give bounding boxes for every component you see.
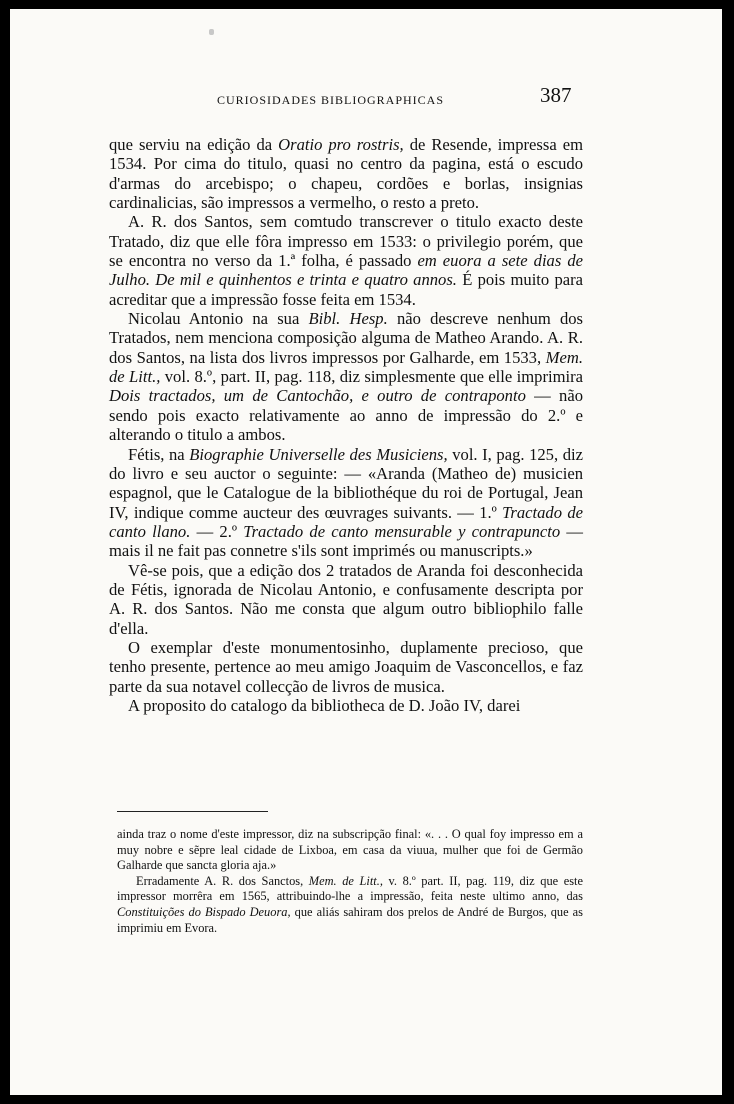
paragraph-5: Vê-se pois, que a edição dos 2 tratados de Aranda foi desconhecida de Fétis, ignorada de Nicolau Antonio, e confusamente descripta por A. R. dos Santos. Não me consta que algum outro bibliophilo falle d'ella. [109, 560, 583, 638]
paragraph-3-italic-b: Mem. de Litt., [109, 347, 583, 387]
paragraph-3-italic-c: Dois tractados, um de Cantochão, e outro de contraponto [109, 386, 526, 406]
paragraph-1-text-b: de Resende, impressa em 1534. Por cima do titulo, quasi no centro da pagina, está o escudo d'armas do arcebispo; o chapeu, cordões e borlas, insignias cardinalicias, são impressos a vermelho, o resto a preto. [109, 135, 583, 213]
footnote-1: ainda traz o nome d'este impressor, diz na subscripção final: «. . . O qual foy impresso em a muy nobre e sẽpre leal cidade de Lixboa, em casa da viuua, mulher que foi de Germão Galharde que sancta gloria aja.» [117, 827, 583, 873]
paragraph-1-text-a: que serviu na edição da [109, 135, 279, 154]
footnote-2-text-b: v. 8.º part. II, pag. 119, diz que este impressor morrêra em 1565, attribuindo-lhe a impressão, feita neste ultimo anno, das [117, 873, 583, 904]
paragraph-4-text-a: Fétis, na [128, 444, 190, 464]
paragraph-7: A proposito do catalogo da bibliotheca de D. João IV, darei [128, 695, 521, 715]
paragraph-4-text-d: — mais il ne fait pas connetre s'ils sont imprimés ou manuscripts.» [109, 521, 583, 561]
paragraph-3-text-d: — não sendo pois exacto relativamente ao anno de impressão do 2.º e alterando o titulo a ambos. [109, 386, 583, 445]
footnote-rule [117, 811, 268, 812]
paragraph-4-text-b: vol. I, pag. 125, diz do livro e seu auctor o seguinte: — «Aranda (Matheo de) musicien espagnol, que le Catalogue de la bibliothéque du roi de Portugal, Jean IV, indique comme aucteur des œuvrages suivants. — 1.º [109, 444, 583, 522]
paragraph-2 [109, 212, 583, 309]
paragraph-4-text-c: — 2.º [190, 521, 244, 541]
paragraph-3-italic-a: Bibl. Hesp. [308, 309, 388, 329]
paragraph-4-italic-a: Biographie Universelle des Musiciens, [189, 444, 448, 464]
running-title: CURIOSIDADES BIBLIOGRAPHICAS [217, 93, 445, 107]
paragraph-3-text-b: não descreve nenhum dos Tratados, nem menciona composição alguma de Matheo Arando. A. R. dos Santos, na lista dos livros impressos por Galharde, em 1533, [109, 309, 583, 367]
paragraph-2-text-b: É pois muito para acreditar que a impressão fosse feita em 1534. [109, 270, 584, 309]
footnote-2 [117, 874, 583, 936]
footnote-2-text-c: que aliás sahiram dos prelos de André de Burgos, que as imprimiu em Evora. [117, 904, 583, 935]
footnote-2-italic-b: Constituições do Bispado Deuora, [117, 904, 291, 919]
footnote-2-italic-a: Mem. de Litt., [308, 873, 383, 888]
footnote-2-text-a: Erradamente A. R. dos Sanctos, [136, 873, 309, 888]
paragraph-3 [109, 309, 583, 444]
paragraph-1 [109, 135, 583, 212]
paragraph-1-italic-a: Oratio pro rostris, [278, 135, 404, 154]
page-number: 387 [540, 83, 572, 107]
paragraph-3-text-c: vol. 8.º, part. II, pag. 118, diz simplesmente que elle imprimira [160, 367, 583, 387]
paragraph-2-italic-a: em euora a sete dias de Julho. De mil e quinhentos e trinta e quatro annos. [109, 251, 583, 290]
paragraph-4-italic-b: Tractado de canto llano. [109, 502, 583, 541]
paragraph-4 [109, 445, 583, 561]
margin-mark [209, 29, 214, 35]
footnotes [117, 827, 583, 936]
paragraph-2-text-a: A. R. dos Santos, sem comtudo transcrever o titulo exacto deste Tratado, diz que elle fôra impresso em 1533: o privilegio porém, que se encontra no verso da 1.ª folha, é passado [109, 212, 583, 271]
paragraph-3-text-a: Nicolau Antonio na sua [128, 309, 309, 329]
paragraph-6: O exemplar d'este monumentosinho, duplamente precioso, que tenho presente, pertence ao meu amigo Joaquim de Vasconcellos, e faz parte da sua notavel collecção de livros de musica. [109, 637, 583, 696]
body-text [109, 135, 583, 715]
paragraph-4-italic-c: Tractado de canto mensurable y contrapuncto [243, 521, 561, 541]
book-page [10, 9, 722, 1095]
